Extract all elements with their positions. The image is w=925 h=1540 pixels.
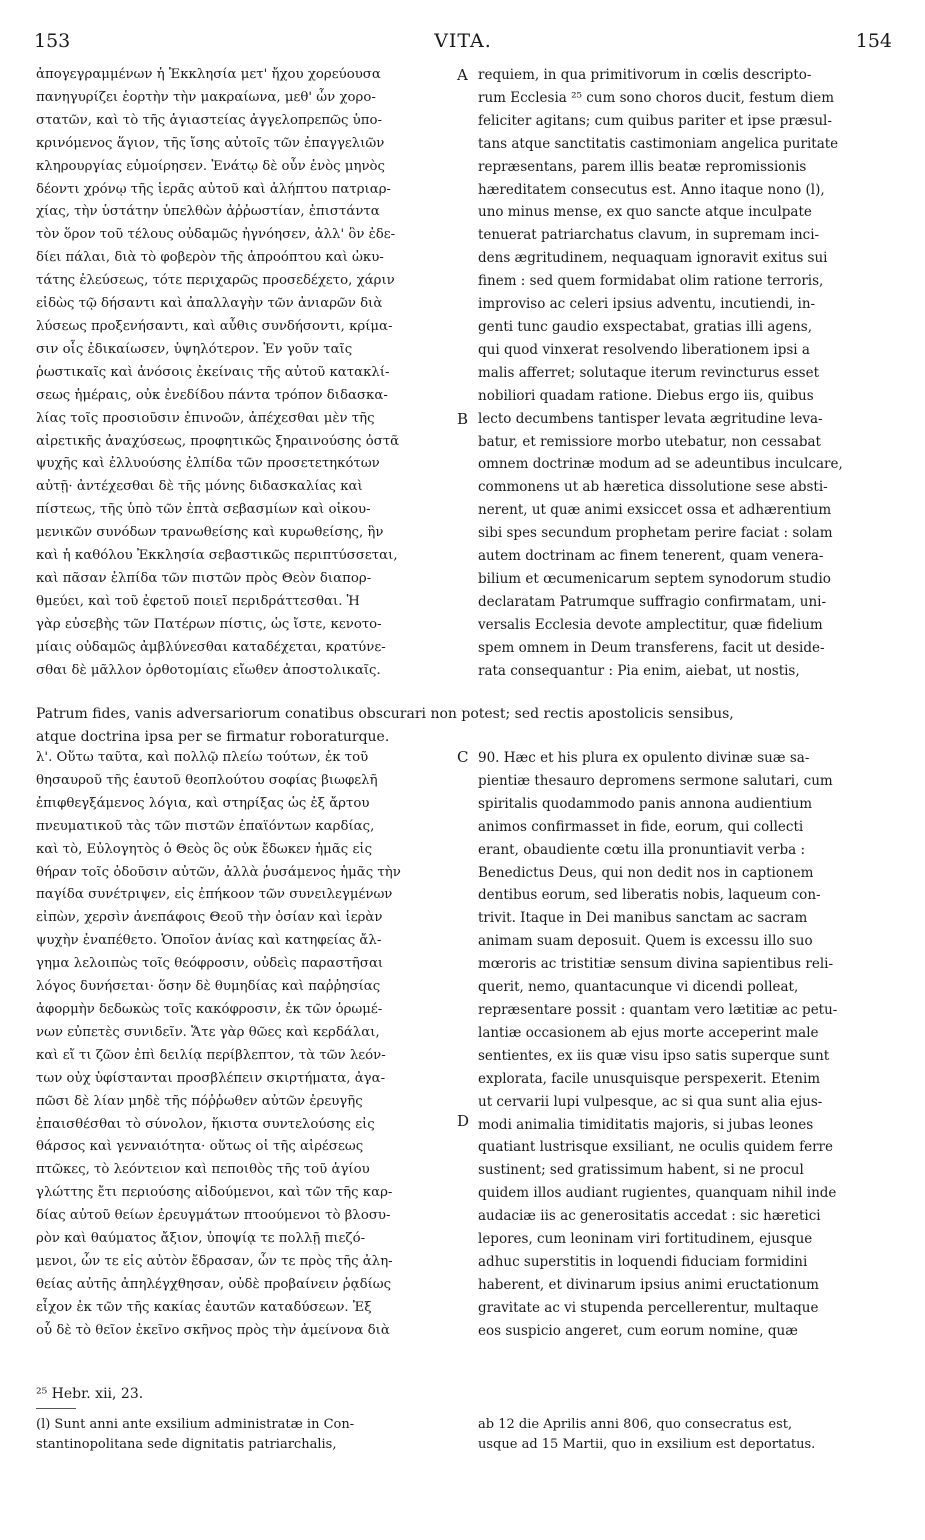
greek-text-line: νων εὐπετὲς συνιδεῖν. Ἅτε γὰρ θῶες καὶ κερδάλαι, bbox=[36, 1024, 380, 1040]
latin-column-bottom bbox=[478, 747, 893, 1343]
latin-text-line: genti tunc gaudio exspectabat, gratias illi agens, bbox=[478, 318, 812, 335]
section-marker-d: D bbox=[457, 1112, 470, 1130]
greek-text-line: πανηγυρίζει ἑορτὴν τὴν μακραίωνα, μεθ' ὧν χορο- bbox=[36, 89, 376, 105]
greek-text-line: κρινόμενος ἅγιον, τῆς ἴσης αὐτοῖς τῶν ἐπαγγελιῶν bbox=[36, 135, 385, 151]
editor-note-right-line-2: usque ad 15 Martii, quo in exsilium est deportatus. bbox=[478, 1437, 816, 1452]
greek-text-line: σθαι δὲ μᾶλλον ὀρθοτομίαις εἴωθεν ἀποστολικαῖς. bbox=[36, 662, 381, 678]
greek-text-line: καὶ ἡ καθόλου Ἐκκλησία σεβαστικῶς περιπτύσσεται, bbox=[36, 548, 398, 564]
greek-text-line: ἐπιφθεγξάμενος λόγια, καὶ στηρίξας ὡς ἐξ ἄρτου bbox=[36, 795, 370, 811]
running-title: VITA. bbox=[434, 30, 492, 52]
latin-text-line: trivit. Itaque in Dei manibus sanctam ac sacram bbox=[478, 910, 808, 927]
latin-text-line: hæreditatem consecutus est. Anno itaque nono (l), bbox=[478, 181, 825, 198]
greek-text-line: ῥωστικαῖς καὶ ἀνόσοις ἐκείναις τῆς αὐτοῦ κατακλί- bbox=[36, 364, 390, 380]
latin-text-line: 90. Hæc et his plura ex opulento divinæ suæ sa- bbox=[478, 750, 810, 766]
latin-text-line: spem omnem in Deum transferens, facit ut deside- bbox=[478, 639, 825, 656]
latin-text-line: omnem doctrinæ modum ad se adeuntibus inculcare, bbox=[478, 456, 843, 473]
greek-text-line: καὶ πᾶσαν ἐλπίδα τῶν πιστῶν πρὸς Θεὸν διαπορ- bbox=[36, 570, 372, 586]
full-width-line-2: atque doctrina ipsa per se firmatur roboraturque. bbox=[36, 729, 390, 745]
latin-text-line: tans atque sanctitatis castimoniam angelica puritate bbox=[478, 135, 839, 152]
greek-text-line: πτῶκες, τὸ λεόντειον καὶ πεποιθὸς τῆς τοῦ ἁγίου bbox=[36, 1162, 370, 1178]
greek-text-line: ἀπογεγραμμένων ἡ Ἐκκλησία μετ' ἤχου χορεύουσα bbox=[36, 67, 381, 82]
latin-text-line: lecto decumbens tantisper levata ægritudine leva- bbox=[478, 410, 823, 427]
greek-text-line: ρὸν καὶ θαύματος ἄξιον, ὑποψίᾳ τε πολλῇ πιεζό- bbox=[36, 1231, 366, 1247]
latin-text-line: eos suspicio angeret, cum eorum nomine, quæ bbox=[478, 1322, 798, 1339]
greek-text-line: των οὐχ ὑφίστανται προσβλέπειν σκιρτήματα, ἀγα- bbox=[36, 1070, 386, 1086]
left-page-number: 153 bbox=[34, 30, 71, 52]
latin-text-line: bilium et œcumenicarum septem synodorum studio bbox=[478, 570, 831, 587]
greek-text-line: λ'. Οὕτω ταῦτα, καὶ πολλῷ πλείω τούτων, ἐκ τοῦ bbox=[36, 750, 369, 765]
latin-text-line: ut cervarii lupi vulpesque, ac si qua sunt alia ejus- bbox=[478, 1093, 823, 1110]
latin-text-line: nerent, ut quæ animi exsiccet ossa et adhærentium bbox=[478, 502, 832, 519]
latin-text-line: gravitate ac vi stupenda percellerentur, multaque bbox=[478, 1299, 819, 1316]
latin-text-line: lantiæ occasionem ab ejus morte acceperint male bbox=[478, 1024, 819, 1041]
greek-text-line: θμεύει, καὶ τοῦ ἐφετοῦ ποιεῖ περιδράττεσθαι. Ἡ bbox=[36, 593, 360, 609]
latin-text-line: Benedictus Deus, qui non dedit nos in captionem bbox=[478, 864, 814, 881]
greek-text-line: λίας τοῖς προσιοῦσιν ἐπινοῶν, ἀπέχεσθαι μὲν τῆς bbox=[36, 410, 375, 426]
greek-text-line: πῶσι δὲ λίαν μηδὲ τῆς πόῤῥωθεν αὐτῶν ἐρευγῆς bbox=[36, 1093, 363, 1109]
greek-text-line: χίας, τὴν ὑστάτην ὑπελθὼν ἀῤῥωστίαν, ἐπιστάντα bbox=[36, 204, 380, 220]
latin-text-line: spiritalis quodammodo panis annona audientium bbox=[478, 795, 813, 812]
latin-text-line: feliciter agitans; cum quibus pariter et ipse præsul- bbox=[478, 112, 832, 129]
greek-text-line: αὐτῇ· ἀντέχεσθαι δὲ τῆς μόνης διδασκαλίας καὶ bbox=[36, 479, 363, 495]
latin-text-line: sentientes, ex iis quæ visu ipso satis superque sunt bbox=[478, 1047, 830, 1064]
latin-text-line: finem : sed quem formidabat olim ratione terroris, bbox=[478, 273, 824, 290]
greek-text-line: μενοι, ὧν τε εἰς αὐτὸν ἔδρασαν, ὧν τε πρὸς τῆς ἀλη- bbox=[36, 1253, 393, 1269]
editor-note-right bbox=[478, 1415, 893, 1455]
latin-text-line: declaratam Patrumque suffragio confirmatam, uni- bbox=[478, 593, 827, 610]
editor-note-left-line-2: stantinopolitana sede dignitatis patriarchalis, bbox=[36, 1437, 337, 1452]
latin-text-line: quatiant lustrisque exsiliant, ne oculis quidem ferre bbox=[478, 1139, 833, 1156]
latin-text-line: commonens ut ab hæretica dissolutione sese absti- bbox=[478, 479, 828, 496]
latin-text-line: sustinent; sed gratissimum habent, si ne procul bbox=[478, 1162, 804, 1179]
latin-text-line: dentibus eorum, sed liberatis nobis, laqueum con- bbox=[478, 887, 821, 904]
greek-column-bottom bbox=[36, 747, 454, 1343]
latin-text-line: quidem illos audiant rugientes, quanquam nihil inde bbox=[478, 1185, 837, 1202]
greek-text-line: κληρουργίας εὐμοίρησεν. Ἐνάτῳ δὲ οὖν ἑνὸς μηνὸς bbox=[36, 158, 385, 174]
greek-text-line: ψυχῆς καὶ ἐλλυούσης ἐλπίδα τῶν προσετετηκότων bbox=[36, 456, 380, 472]
running-header bbox=[34, 30, 892, 60]
greek-text-line: θάρσος καὶ γενναιότητα· οὕτως οἱ τῆς αἱρέσεως bbox=[36, 1139, 364, 1155]
latin-text-line: haberent, et divinarum ipsius animi eructationum bbox=[478, 1276, 819, 1293]
latin-text-line: tenuerat patriarchatus clavum, in supremam inci- bbox=[478, 227, 820, 244]
editor-note-left-line-1: (l) Sunt anni ante exsilium administratæ in Con- bbox=[36, 1417, 355, 1432]
latin-text-line: rata consequantur : Pia enim, aiebat, ut nostis, bbox=[478, 662, 800, 679]
latin-text-line: improviso ac celeri ipsius adventu, incutiendi, in- bbox=[478, 296, 816, 313]
greek-text-line: πνευματικοῦ τὰς τῶν πιστῶν ἐπαϊόντων καρδίας, bbox=[36, 818, 375, 834]
full-width-line-1: Patrum fides, vanis adversariorum conatibus obscurari non potest; sed rectis apostolicis sensibus, bbox=[36, 706, 734, 722]
latin-text-line: repræsentare possit : quantam vero lætitiæ ac petu- bbox=[478, 1001, 838, 1018]
greek-text-line: δίας αὐτοῦ θείων ἐρευγμάτων πτοούμενοι τὸ βλοσυ- bbox=[36, 1208, 391, 1224]
latin-text-line: repræsentans, parem illis beatæ repromissionis bbox=[478, 158, 807, 175]
greek-text-line: οὗ δὲ τὸ θεῖον ἐκεῖνο σκῆνος πρὸς τὴν ἀμείνονα διὰ bbox=[36, 1322, 390, 1338]
greek-text-line: γλώττης ἔτι περιούσης αἰδούμενοι, καὶ τῶν τῆς καρ- bbox=[36, 1185, 393, 1201]
editor-note-right-line-1: ab 12 die Aprilis anni 806, quo consecratus est, bbox=[478, 1417, 793, 1432]
greek-text-line: εἶχον ἐκ τῶν τῆς κακίας ἑαυτῶν καταδύσεων. Ἐξ bbox=[36, 1299, 372, 1315]
scripture-footnote: ²⁵ Hebr. xii, 23. bbox=[36, 1386, 144, 1402]
greek-text-line: ἐπαισθέσθαι τὸ σύνολον, ἥκιστα συντελούσης εἰς bbox=[36, 1116, 375, 1132]
right-page-number: 154 bbox=[855, 30, 892, 52]
greek-text-line: μίαις οὐδαμῶς ἀμβλύνεσθαι καταδέχεται, κρατύνε- bbox=[36, 639, 386, 655]
greek-text-line: σιν οἷς ἐδικαίωσεν, ὑψηλότερον. Ἐν γοῦν ταῖς bbox=[36, 341, 353, 357]
greek-text-line: πίστεως, τῆς ὑπὸ τῶν ἑπτὰ σεβασμίων καὶ οἰκου- bbox=[36, 502, 371, 518]
greek-text-line: καὶ εἴ τι ζῶον ἐπὶ δειλίᾳ περίβλεπτον, τὰ τῶν λεόν- bbox=[36, 1047, 386, 1063]
latin-text-line: explorata, facile unusquisque perspexerit. Etenim bbox=[478, 1070, 821, 1087]
greek-text-line: γὰρ εὐσεβὴς τῶν Πατέρων πίστις, ὡς ἴστε, κενοτο- bbox=[36, 616, 382, 632]
greek-text-line: τὸν ὅρον τοῦ τέλους οὐδαμῶς ἠγνόησεν, ἀλλ' ὃν ἐδε- bbox=[36, 227, 396, 243]
latin-text-line: autem doctrinam ac finem tenerent, quam venera- bbox=[478, 548, 824, 565]
latin-text-line: versalis Ecclesia devote amplectitur, quæ fidelium bbox=[478, 616, 823, 633]
footnote-rule bbox=[36, 1408, 76, 1409]
latin-text-line: rum Ecclesia ²⁵ cum sono choros ducit, festum diem bbox=[478, 89, 835, 106]
latin-text-line: mœroris ac tristitiæ sensum divina sapientibus reli- bbox=[478, 956, 834, 973]
latin-text-line: batur, et remissiore morbo utebatur, non cessabat bbox=[478, 433, 821, 450]
section-marker-b: B bbox=[457, 410, 469, 428]
greek-text-line: λύσεως προξενήσαντι, καὶ αὖθις συνδήσοντι, κρίμα- bbox=[36, 318, 393, 334]
greek-text-line: θήραν τοῖς ὀδοῦσιν αὐτῶν, ἀλλὰ ῥυσάμενος ἡμᾶς τὴν bbox=[36, 864, 401, 880]
greek-text-line: σεως ἡμέραις, οὐκ ἐνεδίδου πάντα τρόπον διδασκα- bbox=[36, 387, 388, 403]
greek-text-line: θείας αὐτῆς ἀπηλέγχθησαν, οὐδὲ προβαίνειν ῥᾳδίως bbox=[36, 1276, 392, 1292]
greek-text-line: ἀφορμὴν δεδωκὼς τοῖς κακόφροσιν, ἐκ τῶν ὁρωμέ- bbox=[36, 1001, 383, 1017]
greek-text-line: θησαυροῦ τῆς ἑαυτοῦ θεοπλούτου σοφίας βιωφελῆ bbox=[36, 772, 378, 788]
latin-text-line: audaciæ iis ac generositatis accedat : sic hæretici bbox=[478, 1208, 821, 1225]
greek-text-line: λόγος δυνήσεται· ὅσην δὲ θυμηδίας καὶ παῤῥησίας bbox=[36, 979, 381, 995]
greek-column-top bbox=[36, 64, 454, 682]
greek-text-line: αἱρετικῆς ἀναχύσεως, προφητικῶς ξηραινούσης ὀστᾶ bbox=[36, 433, 400, 449]
editor-note-left bbox=[36, 1415, 454, 1455]
section-marker-c: C bbox=[457, 748, 469, 766]
latin-text-line: animam suam deposuit. Quem is excessu illo suo bbox=[478, 933, 813, 950]
latin-text-line: qui quod vinxerat resolvendo liberationem ipsi a bbox=[478, 341, 810, 358]
latin-text-line: modi animalia timiditatis majoris, si jubas leones bbox=[478, 1116, 814, 1133]
latin-text-line: requiem, in qua primitivorum in cœlis descripto- bbox=[478, 67, 812, 83]
latin-text-line: sibi spes secundum prophetam perire faciat : solam bbox=[478, 525, 833, 542]
latin-text-line: pientiæ thesauro depromens sermone salutari, cum bbox=[478, 772, 833, 789]
greek-text-line: καὶ τὸ, Εὐλογητὸς ὁ Θεὸς ὃς οὐκ ἔδωκεν ἡμᾶς εἰς bbox=[36, 841, 373, 857]
latin-text-line: malis afferret; solutaque iterum revincturus esset bbox=[478, 364, 820, 381]
section-marker-a: A bbox=[457, 66, 468, 84]
latin-column-top bbox=[478, 64, 893, 682]
latin-text-line: dens ægritudinem, nequaquam ignoravit exitus sui bbox=[478, 250, 828, 267]
greek-text-line: παγίδα συνέτριψεν, εἰς ἐπήκοον τῶν συνειλεγμένων bbox=[36, 887, 393, 903]
greek-text-line: μενικῶν συνόδων τρανωθείσης καὶ κυρωθείσης, ἣν bbox=[36, 525, 384, 541]
latin-text-line: uno minus mense, ex quo sancte atque inculpate bbox=[478, 204, 812, 221]
latin-text-line: nobiliori quadam ratione. Diebus ergo iis, quibus bbox=[478, 387, 814, 404]
latin-text-line: animos confirmasset in fide, eorum, qui collecti bbox=[478, 818, 804, 835]
greek-text-line: δίει πάλαι, διὰ τὸ φοβερὸν τῆς ἀπροόπτου καὶ ὠκυ- bbox=[36, 250, 384, 266]
latin-text-line: adhuc superstitis in loquendi fiduciam formidini bbox=[478, 1253, 808, 1270]
greek-text-line: στατῶν, καὶ τὸ τῆς ἁγιαστείας ἀγγελοπρεπῶς ὑπο- bbox=[36, 112, 382, 128]
greek-text-line: δέοντι χρόνῳ τῆς ἱερᾶς αὐτοῦ καὶ ἀλήπτου πατριαρ- bbox=[36, 181, 392, 197]
latin-text-line: querit, nemo, quantacunque vi dicendi polleat, bbox=[478, 979, 799, 996]
latin-text-line: lepores, cum leoninam viri fortitudinem, ejusque bbox=[478, 1231, 813, 1248]
greek-text-line: εἰπὼν, χερσὶν ἀνεπάφοις Θεοῦ τὴν ὁσίαν καὶ ἱερὰν bbox=[36, 910, 383, 926]
greek-text-line: τάτης ἐλεύσεως, τότε περιχαρῶς προσεδέχετο, χάριν bbox=[36, 273, 395, 289]
latin-text-line: erant, obaudiente cœtu illa pronuntiavit verba : bbox=[478, 841, 806, 858]
greek-text-line: εἰδὼς τῷ δήσαντι καὶ ἀπαλλαγὴν τῶν ἀνιαρῶν διὰ bbox=[36, 296, 383, 312]
greek-text-line: ψυχὴν ἐναπέθετο. Ὁποῖον ἀνίας καὶ κατηφείας ἄλ- bbox=[36, 933, 382, 949]
greek-text-line: γημα λελοιπὼς τοῖς θεόφροσιν, οὐδεὶς παραστῆσαι bbox=[36, 956, 384, 972]
